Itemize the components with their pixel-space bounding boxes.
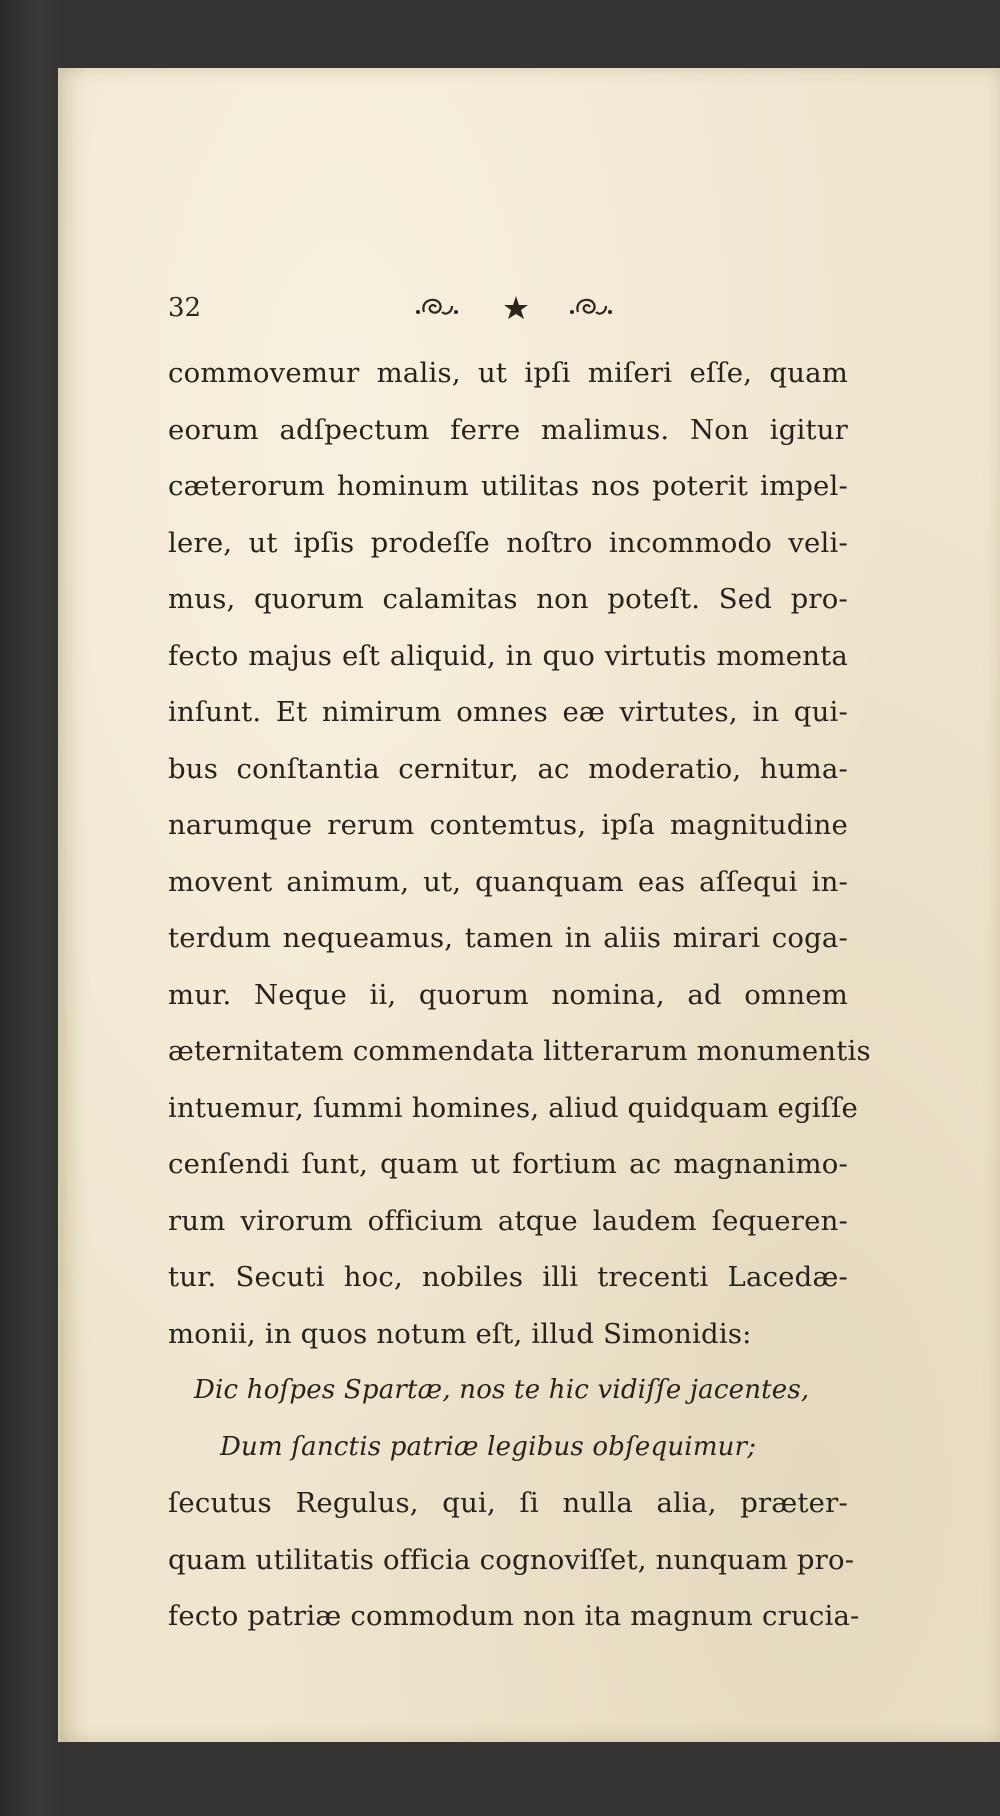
text-line: æternitatem commendata litterarum monumentis xyxy=(168,1035,871,1067)
text-line: inſunt. Et nimirum omnes eæ virtutes, in qui- xyxy=(168,696,848,728)
text-line: commovemur malis, ut ipſi miſeri eſſe, quam xyxy=(168,357,848,389)
text-line: intuemur, ſummi homines, aliud quidquam egiſſe xyxy=(168,1091,859,1124)
text-line: eorum adſpectum ferre malimus. Non igitur xyxy=(168,413,848,446)
text-line: monii, in quos notum eſt, illud Simonidis: xyxy=(168,1317,752,1350)
text-line: mus, quorum calamitas non poteſt. Sed pro- xyxy=(168,583,848,615)
text-line: fecto majus eſt aliquid, in quo virtutis momenta xyxy=(168,639,848,672)
page-header xyxy=(168,288,828,328)
page-body-text xyxy=(168,345,871,1645)
verse-line: Dic hoſpes Spartæ, nos te hic vidiſſe jacentes, xyxy=(194,1375,810,1405)
verse-line: Dum ſanctis patriæ legibus obſequimur; xyxy=(220,1431,757,1462)
text-line: tur. Secuti hoc, nobiles illi trecenti Lacedæ- xyxy=(168,1261,848,1293)
text-line: narumque rerum contemtus, ipſa magnitudine xyxy=(168,809,848,841)
text-line: mur. Neque ii, quorum nomina, ad omnem xyxy=(168,978,848,1011)
ornament-star-icon xyxy=(406,290,626,326)
text-line: terdum nequeamus, tamen in aliis mirari coga- xyxy=(168,922,848,954)
page-number: 32 xyxy=(168,293,202,323)
text-line: movent animum, ut, quanquam eas aſſequi in- xyxy=(168,865,848,898)
text-line: rum virorum officium atque laudem ſequeren- xyxy=(168,1204,848,1237)
text-line: lere, ut ipſis prodeſſe noſtro incommodo veli- xyxy=(168,526,848,559)
text-line: bus conſtantia cernitur, ac moderatio, huma- xyxy=(168,752,848,785)
text-line: cæterorum hominum utilitas nos poterit impel- xyxy=(168,470,848,502)
text-line: quam utilitatis officia cognoviſſet, nunquam pro- xyxy=(168,1543,855,1576)
text-line: ſecutus Regulus, qui, ſi nulla alia, præter- xyxy=(168,1487,848,1519)
text-line: cenſendi ſunt, quam ut fortium ac magnanimo- xyxy=(168,1148,848,1180)
text-line: fecto patriæ commodum non ita magnum crucia- xyxy=(168,1600,860,1632)
